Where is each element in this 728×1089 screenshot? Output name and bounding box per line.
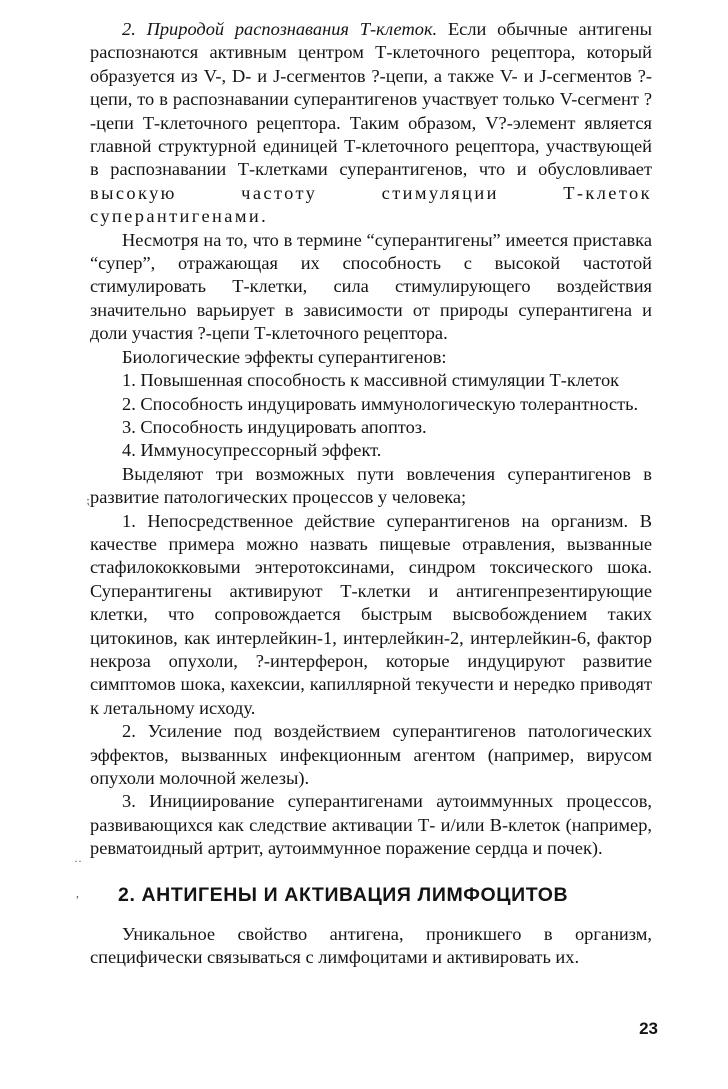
paragraph-10: 2. Усиление под воздействием суперантигенов патологических эффектов, вызванных инфекционным агентом (например, вирусом опухоли молочной железы). <box>90 721 652 788</box>
paragraph-1-body: Если обычные антигены распознаются активным центром Т-клеточного рецептора, который образуется из V-, D- и J-сегментов ?-цепи, а также V- и J-сегментов ?-цепи, то в распознавании суперантигенов участвует только V-сегмент ?-цепи Т-клеточного рецептора. Таким образом, V?-элемент является главной структурной единицей Т-клеточного рецептора, участвующей в распознавании Т-клетками суперантигенов, что и обусловливает <box>90 19 652 180</box>
scan-speck: ⁏ <box>86 493 91 507</box>
paragraph-4: 1. Повышенная способность к массивной стимуляции Т-клеток <box>122 370 620 391</box>
scan-speck: , <box>76 886 79 900</box>
paragraph-9: 1. Непосредственное действие суперантигенов на организм. В качестве примера можно назвать пищевые отравления, вызванные стафилококковыми энтеротоксинами, синдром токсического шока. Суперантигены активируют Т-клетки и антигенпрезентирующие клетки, что сопровождается быстрым высвобождением таких цитокинов, как интерлейкин-1, интерлейкин-2, интерлейкин-6, фактор некроза опухоли, ?-интерферон, которые индуцируют развитие симптомов шока, кахексии, капиллярной текучести и нередко приводят к летальному исходу. <box>90 510 652 718</box>
page-body <box>90 18 652 969</box>
section-heading: 2. АНТИГЕНЫ И АКТИВАЦИЯ ЛИМФОЦИТОВ <box>118 883 569 906</box>
section-gap <box>90 861 652 883</box>
paragraph-1 <box>90 18 652 229</box>
paragraph-3: Биологические эффекты суперантигенов: <box>122 346 447 367</box>
paragraph-8: Выделяют три возможных пути вовлечения суперантигенов в развитие патологических процессов у человека; <box>90 463 652 508</box>
paragraph-5: 2. Способность индуцировать иммунологическую толерантность. <box>122 393 639 414</box>
paragraph-12: Уникальное свойство антигена, проникшего в организм, специфически связываться с лимфоцитами и активировать их. <box>90 923 652 968</box>
paragraph-7: 4. Иммуносупрессорный эффект. <box>122 440 382 461</box>
heading-gap <box>90 907 652 923</box>
paragraph-2: Несмотря на то, что в термине “суперантигены” имеется приставка “супер”, отражающая их способность с высокой частотой стимулировать Т-клетки, сила стимулирующего воздействия значительно варьирует в зависимости от природы суперантигена и доли участия ?-цепи Т-клеточного рецептора. <box>90 229 652 344</box>
paragraph-11: 3. Инициирование суперантигенами аутоиммунных процессов, развивающихся как следствие активации Т- и/или В-клеток (например, ревматоидный артрит, аутоиммунное поражение сердца и почек). <box>90 791 652 859</box>
paragraph-1-lead: 2. Природой распознавания Т-клеток. <box>122 19 438 39</box>
paragraph-1-spaced: высокую частоту стимуляции Т-клеток суперантигенами <box>90 182 652 227</box>
paragraph-6: 3. Способность индуцировать апоптоз. <box>122 416 427 437</box>
scan-speck: ·· <box>74 854 82 868</box>
page-number: 23 <box>639 1019 658 1038</box>
paragraph-1-end: . <box>261 206 266 227</box>
